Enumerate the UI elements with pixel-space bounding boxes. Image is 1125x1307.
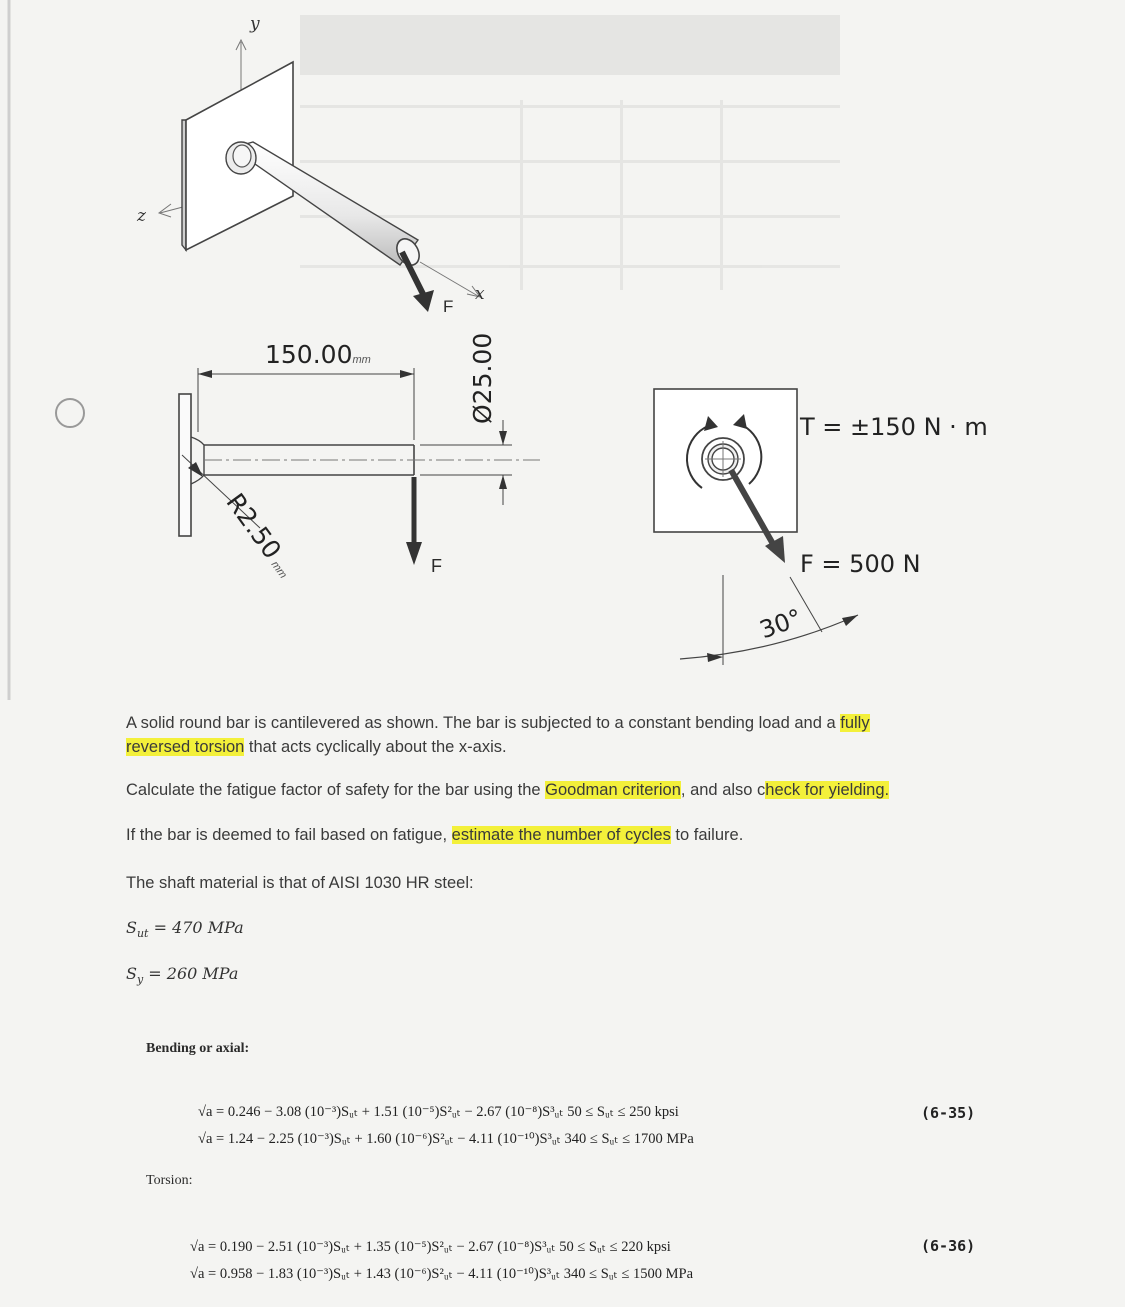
para3-text-a: If the bar is deemed to fail based on fatigue,: [126, 826, 452, 844]
sy-symbol: S: [126, 964, 137, 983]
angle-label: 30°: [756, 603, 806, 645]
problem-paragraph-1-line-1: [126, 714, 870, 733]
dim-length-value: 150.00: [265, 340, 353, 369]
axis-z-label: z: [137, 206, 146, 226]
para1-text-a: A solid round bar is cantilevered as shown. The bar is subjected to a constant bending load and a: [126, 714, 841, 732]
force-iso-label: F: [443, 297, 454, 316]
sut-value: = 470 MPa: [148, 918, 244, 937]
force-side-label: F: [431, 556, 442, 576]
dim-length-unit: mm: [352, 354, 371, 366]
bending-equation-number: (6-35): [921, 1104, 976, 1122]
isometric-view: [159, 40, 480, 312]
margin-circle-1: [56, 399, 84, 427]
bending-heading: Bending or axial:: [146, 1041, 250, 1056]
dim-length-arrow-right: [400, 370, 414, 378]
dim-diameter-arrow-top: [499, 431, 507, 445]
torsion-equation-1: √a = 0.190 − 2.51 (10⁻³)Sᵤₜ + 1.35 (10⁻⁵)S²ᵤₜ − 2.67 (10⁻⁸)S³ᵤₜ 50 ≤ Sᵤₜ ≤ 220 kpsi: [190, 1239, 671, 1255]
shaft-root: [233, 145, 251, 167]
sy-subscript: y: [136, 973, 144, 987]
dim-length-arrow-left: [198, 370, 212, 378]
fillet-outline: [191, 437, 204, 484]
property-sut: [126, 918, 244, 940]
side-wall: [179, 394, 191, 536]
dim-diameter-label: Ø25.00: [468, 332, 497, 424]
axis-x-label: x: [475, 284, 485, 304]
problem-paragraph-2: [126, 781, 889, 800]
dim-fillet-unit: mm: [268, 558, 290, 581]
force-arrowhead-side: [406, 542, 422, 565]
torque-label: T = ±150 N · m: [800, 413, 988, 441]
highlight-goodman: Goodman criterion: [545, 781, 681, 799]
highlight-number-of-cycles: estimate the number of cycles: [451, 826, 671, 844]
axis-y-label: y: [250, 14, 260, 34]
sut-symbol: S: [126, 918, 137, 937]
para2-text-b: , and also c: [680, 781, 766, 799]
problem-paragraph-4: The shaft material is that of AISI 1030 HR steel:: [126, 874, 474, 892]
para2-text-a: Calculate the fatigue factor of safety for the bar using the: [126, 781, 546, 799]
problem-paragraph-3: [126, 826, 743, 845]
para1-text-b: that acts cyclically about the x-axis.: [244, 738, 507, 756]
highlight-reversed-torsion: reversed torsion: [126, 738, 245, 756]
angle-arrow-right: [842, 615, 858, 626]
sy-value: = 260 MPa: [143, 964, 239, 983]
para3-text-b: to failure.: [670, 826, 744, 844]
bending-equation-2: √a = 1.24 − 2.25 (10⁻³)Sᵤₜ + 1.60 (10⁻⁶)S²ᵤₜ − 4.11 (10⁻¹⁰)S³ᵤₜ 340 ≤ Sᵤₜ ≤ 1700 MPa: [198, 1131, 694, 1147]
highlight-fully: fully: [840, 714, 870, 732]
dim-fillet-value: R2.50: [220, 488, 287, 565]
torsion-equation-number: (6-36): [921, 1237, 976, 1255]
torsion-heading: Torsion:: [146, 1173, 193, 1188]
property-sy: [126, 964, 238, 986]
sut-subscript: ut: [136, 927, 149, 941]
bending-equation-1: √a = 0.246 − 3.08 (10⁻³)Sᵤₜ + 1.51 (10⁻⁵)S²ᵤₜ − 2.67 (10⁻⁸)S³ᵤₜ 50 ≤ Sᵤₜ ≤ 250 kpsi: [198, 1104, 679, 1120]
torsion-equation-2: √a = 0.958 − 1.83 (10⁻³)Sᵤₜ + 1.43 (10⁻⁶)S²ᵤₜ − 4.11 (10⁻¹⁰)S³ᵤₜ 340 ≤ Sᵤₜ ≤ 1500 MPa: [190, 1266, 694, 1282]
problem-paragraph-1-line-2: [126, 738, 507, 757]
dim-diameter-arrow-bottom: [499, 475, 507, 489]
force-arrowhead-iso: [413, 290, 434, 312]
force-label: F = 500 N: [800, 550, 921, 578]
highlight-yielding: heck for yielding.: [765, 781, 890, 799]
dim-length-label: [265, 340, 371, 369]
